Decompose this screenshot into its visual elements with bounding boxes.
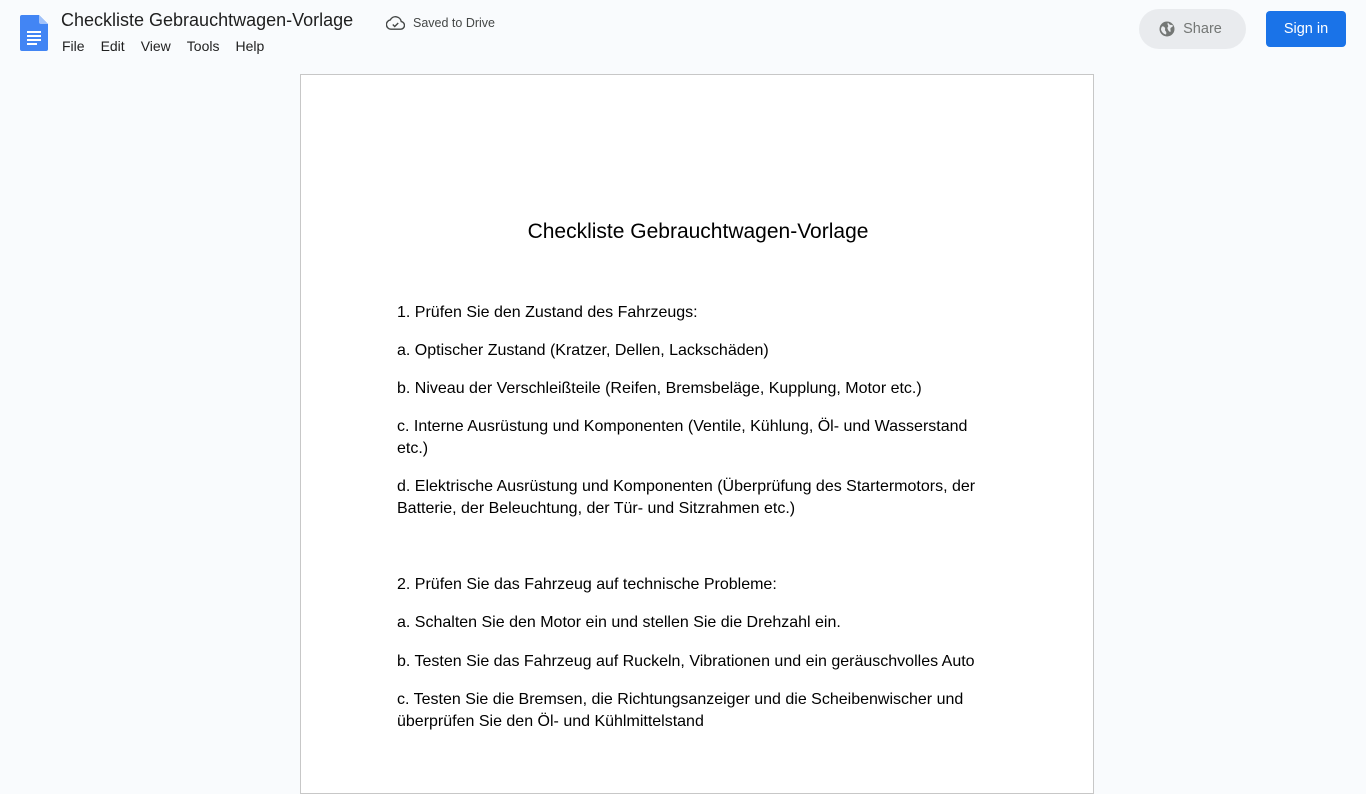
saved-status-label: Saved to Drive	[413, 16, 495, 30]
share-label: Share	[1183, 21, 1222, 37]
document-heading: Checkliste Gebrauchtwagen-Vorlage	[527, 220, 869, 243]
document-title[interactable]: Checkliste Gebrauchtwagen-Vorlage	[61, 10, 354, 30]
checklist-item-1c: c. Interne Ausrüstung und Komponenten (Ventile, Kühlung, Öl- und Wasserstand etc.)	[397, 418, 968, 457]
menu-edit[interactable]: Edit	[100, 38, 125, 54]
checklist-item-1a: a. Optischer Zustand (Kratzer, Dellen, Lackschäden)	[397, 342, 769, 359]
checklist-item-2a: a. Schalten Sie den Motor ein und stellen Sie die Drehzahl ein.	[397, 614, 841, 631]
google-docs-icon[interactable]	[20, 15, 48, 51]
checklist-item-1b: b. Niveau der Verschleißteile (Reifen, Bremsbeläge, Kupplung, Motor etc.)	[397, 380, 922, 397]
cloud-done-icon	[386, 16, 405, 30]
checklist-item-2c: c. Testen Sie die Bremsen, die Richtungsanzeiger und die Scheibenwischer und überprüfen Sie den Öl- und Kühlmittelstand	[397, 691, 964, 730]
checklist-section-2: 2. Prüfen Sie das Fahrzeug auf technische Probleme:	[397, 576, 777, 593]
saved-status[interactable]	[386, 14, 495, 32]
menu-tools[interactable]: Tools	[186, 38, 220, 54]
sign-in-button[interactable]: Sign in	[1266, 11, 1346, 47]
document-page[interactable]	[300, 74, 1094, 794]
menu-bar	[54, 36, 272, 56]
menu-view[interactable]: View	[140, 38, 171, 54]
checklist-item-2b: b. Testen Sie das Fahrzeug auf Ruckeln, Vibrationen und ein geräuschvolles Auto	[397, 653, 975, 670]
top-bar	[0, 0, 1366, 64]
globe-icon	[1159, 21, 1175, 37]
share-button[interactable]	[1139, 9, 1246, 49]
checklist-section-1: 1. Prüfen Sie den Zustand des Fahrzeugs:	[397, 304, 698, 321]
checklist-item-1d: d. Elektrische Ausrüstung und Komponenten (Überprüfung des Startermotors, der Batterie, der Beleuchtung, der Tür- und Sitzrahmen etc.)	[397, 478, 976, 517]
menu-help[interactable]: Help	[235, 38, 265, 54]
menu-file[interactable]: File	[62, 38, 85, 54]
